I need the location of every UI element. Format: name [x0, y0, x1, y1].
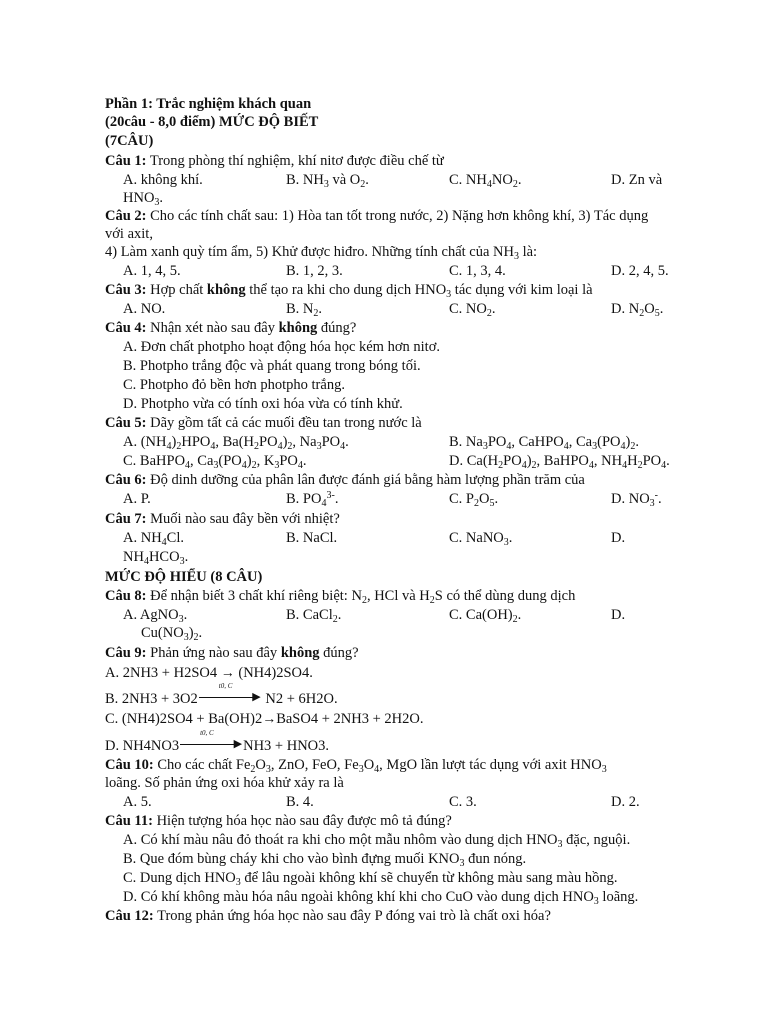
- q4-option-d: D. Photpho vừa có tính oxi hóa vừa có tính khử.: [123, 396, 403, 412]
- question-5: Câu 5: Dãy gồm tất cả các muối đều tan trong nước là: [105, 415, 422, 431]
- q8-option-b: B. CaCl$_2$.: [286, 607, 342, 625]
- q1-option-b: B. $NH_3$ và $O_2$.: [286, 172, 369, 190]
- question-10-line-2: loãng. Số phản ứng oxi hóa khử xảy ra là: [105, 775, 344, 791]
- question-11: Câu 11: Hiện tượng hóa học nào sau đây được mô tả đúng?: [105, 813, 452, 829]
- reaction-arrow-icon: →: [262, 712, 277, 727]
- q8-option-c: C. $Ca(OH)_2$.: [449, 607, 522, 625]
- q3-option-c: C. $NO_2$.: [449, 301, 496, 319]
- q1-option-d-continued: $HNO_3$.: [123, 190, 164, 208]
- section-title: Phần 1: Trắc nghiệm khách quan: [105, 96, 312, 112]
- q6-option-b: B. $PO_4^{3-}$.: [286, 490, 339, 509]
- question-2: Câu 2: Cho các tính chất sau: 1) Hòa tan tốt trong nước, 2) Nặng hơn không khí, 3) Tác dụng: [105, 208, 649, 224]
- question-10: Câu 10: Cho các chất $Fe_2O_3$, ZnO, FeO, $Fe_3O_4$, MgO lần lượt tác dụng với axit $HNO_3$: [105, 757, 607, 775]
- question-3: Câu 3: Hợp chất không thể tạo ra khi cho dung dịch $HNO_3$ tác dụng với kim loại là: [105, 282, 593, 300]
- question-1: Câu 1: Trong phòng thí nghiệm, khí nitơ được điều chế từ: [105, 153, 444, 169]
- q1-option-d: D. Zn và: [611, 172, 663, 188]
- section-score: (20câu - 8,0 điểm) MỨC ĐỘ BIẾT: [105, 114, 319, 130]
- q10-option-b: B. 4.: [286, 794, 314, 810]
- level-heading: MỨC ĐỘ HIỂU (8 CÂU): [105, 569, 263, 585]
- q4-option-b: B. Photpho trắng độc và phát quang trong bóng tối.: [123, 358, 421, 374]
- q9-option-b: B. 2NH3 + 3O2 t0, C ▶ N2 + 6H2O.: [105, 682, 338, 707]
- q3-option-b: B. $N_2$.: [286, 301, 323, 319]
- question-8: Câu 8: Để nhận biết 3 chất khí riêng biệt: $N_2$, HCl và $H_2S$ có thể dùng dung dịch: [105, 588, 576, 606]
- question-4: Câu 4: Nhận xét nào sau đây không đúng?: [105, 320, 357, 336]
- q2-option-c: C. 1, 3, 4.: [449, 263, 506, 279]
- q1-option-c: C. $NH_4NO_2$.: [449, 172, 522, 190]
- q5-option-c: C. BaHPO$_4$, $Ca_3(PO_4)_2$, $K_3PO_4$.: [123, 453, 307, 471]
- question-12: Câu 12: Trong phản ứng hóa học nào sau đây P đóng vai trò là chất oxi hóa?: [105, 908, 551, 924]
- q4-option-a: A. Đơn chất photpho hoạt động hóa học kém hơn nitơ.: [123, 339, 440, 355]
- q11-option-b: B. Que đóm bùng cháy khi cho vào bình đựng muối $KNO_3$ đun nóng.: [123, 851, 527, 869]
- q11-option-a: A. Có khí màu nâu đỏ thoát ra khi cho một mẫu nhôm vào dung dịch $HNO_3$ đặc, nguội.: [123, 832, 631, 850]
- q10-option-a: A. 5.: [123, 794, 152, 810]
- q9-option-c: C. (NH4)2SO4 + Ba(OH)2→BaSO4 + 2NH3 + 2H2O.: [105, 711, 424, 727]
- q7-option-a: A. $NH_4Cl$.: [123, 530, 184, 548]
- question-2-line-3: 4) Làm xanh quỳ tím ẩm, 5) Khử được hiđro. Những tính chất của $NH_3$ là:: [105, 244, 538, 262]
- q7-option-b: B. NaCl.: [286, 530, 338, 546]
- q7-option-d: D.: [611, 530, 626, 546]
- q2-option-b: B. 1, 2, 3.: [286, 263, 343, 279]
- q7-option-c: C. NaNO$_3$.: [449, 530, 513, 548]
- q3-option-d: D. $N_2O_5$.: [611, 301, 664, 319]
- q5-option-b: B. $Na_3PO_4$, CaHPO$_4$, $Ca_3(PO_4)_2$.: [449, 434, 639, 452]
- q11-option-c: C. Dung dịch $HNO_3$ để lâu ngoài không khí sẽ chuyển từ không màu sang màu hồng.: [123, 870, 618, 888]
- q6-option-a: A. P.: [123, 491, 151, 507]
- question-7: Câu 7: Muối nào sau đây bền với nhiệt?: [105, 511, 340, 527]
- q5-option-d: D. $Ca(H_2PO_4)_2$, BaHPO$_4$, $NH_4H_2PO_4$.: [449, 453, 670, 471]
- long-reaction-arrow-icon: t0, C ▶: [199, 690, 261, 702]
- reaction-arrow-icon: →: [220, 666, 235, 681]
- q7-option-d-continued: $NH_4HCO_3$.: [123, 549, 189, 567]
- question-9: Câu 9: Phản ứng nào sau đây không đúng?: [105, 645, 359, 661]
- q10-option-d: D. 2.: [611, 794, 640, 810]
- question-6: Câu 6: Độ dinh dưỡng của phân lân được đánh giá bằng hàm lượng phần trăm của: [105, 472, 585, 488]
- q3-option-a: A. NO.: [123, 301, 166, 317]
- q10-option-c: C. 3.: [449, 794, 477, 810]
- long-reaction-arrow-icon: t0, C ▶: [180, 737, 242, 749]
- q9-option-a: A. 2NH3 + H2SO4 → (NH4)2SO4.: [105, 665, 313, 681]
- q2-option-a: A. 1, 4, 5.: [123, 263, 181, 279]
- q6-option-c: C. $P_2O_5$.: [449, 491, 499, 509]
- q4-option-c: C. Photpho đỏ bền hơn photpho trắng.: [123, 377, 345, 393]
- section-count: (7CÂU): [105, 133, 154, 149]
- question-2-line-2: với axit,: [105, 226, 153, 242]
- q5-option-a: A. $(NH_4)_2HPO_4$, $Ba(H_2PO_4)_2$, $Na_3PO_4$.: [123, 434, 349, 452]
- q8-option-a: A. AgNO$_3$.: [123, 607, 188, 625]
- q2-option-d: D. 2, 4, 5.: [611, 263, 669, 279]
- q8-option-d-continued: $Cu(NO_3)_2$.: [141, 625, 203, 643]
- q6-option-d: D. $NO_3^-$.: [611, 490, 662, 509]
- q9-option-d: D. NH4NO3 t0, C ▶ NH3 + HNO3.: [105, 729, 330, 754]
- q1-option-a: A. không khí.: [123, 172, 203, 188]
- q8-option-d: D.: [611, 607, 626, 623]
- q11-option-d: D. Có khí không màu hóa nâu ngoài không khí khi cho CuO vào dung dịch $HNO_3$ loãng.: [123, 889, 639, 907]
